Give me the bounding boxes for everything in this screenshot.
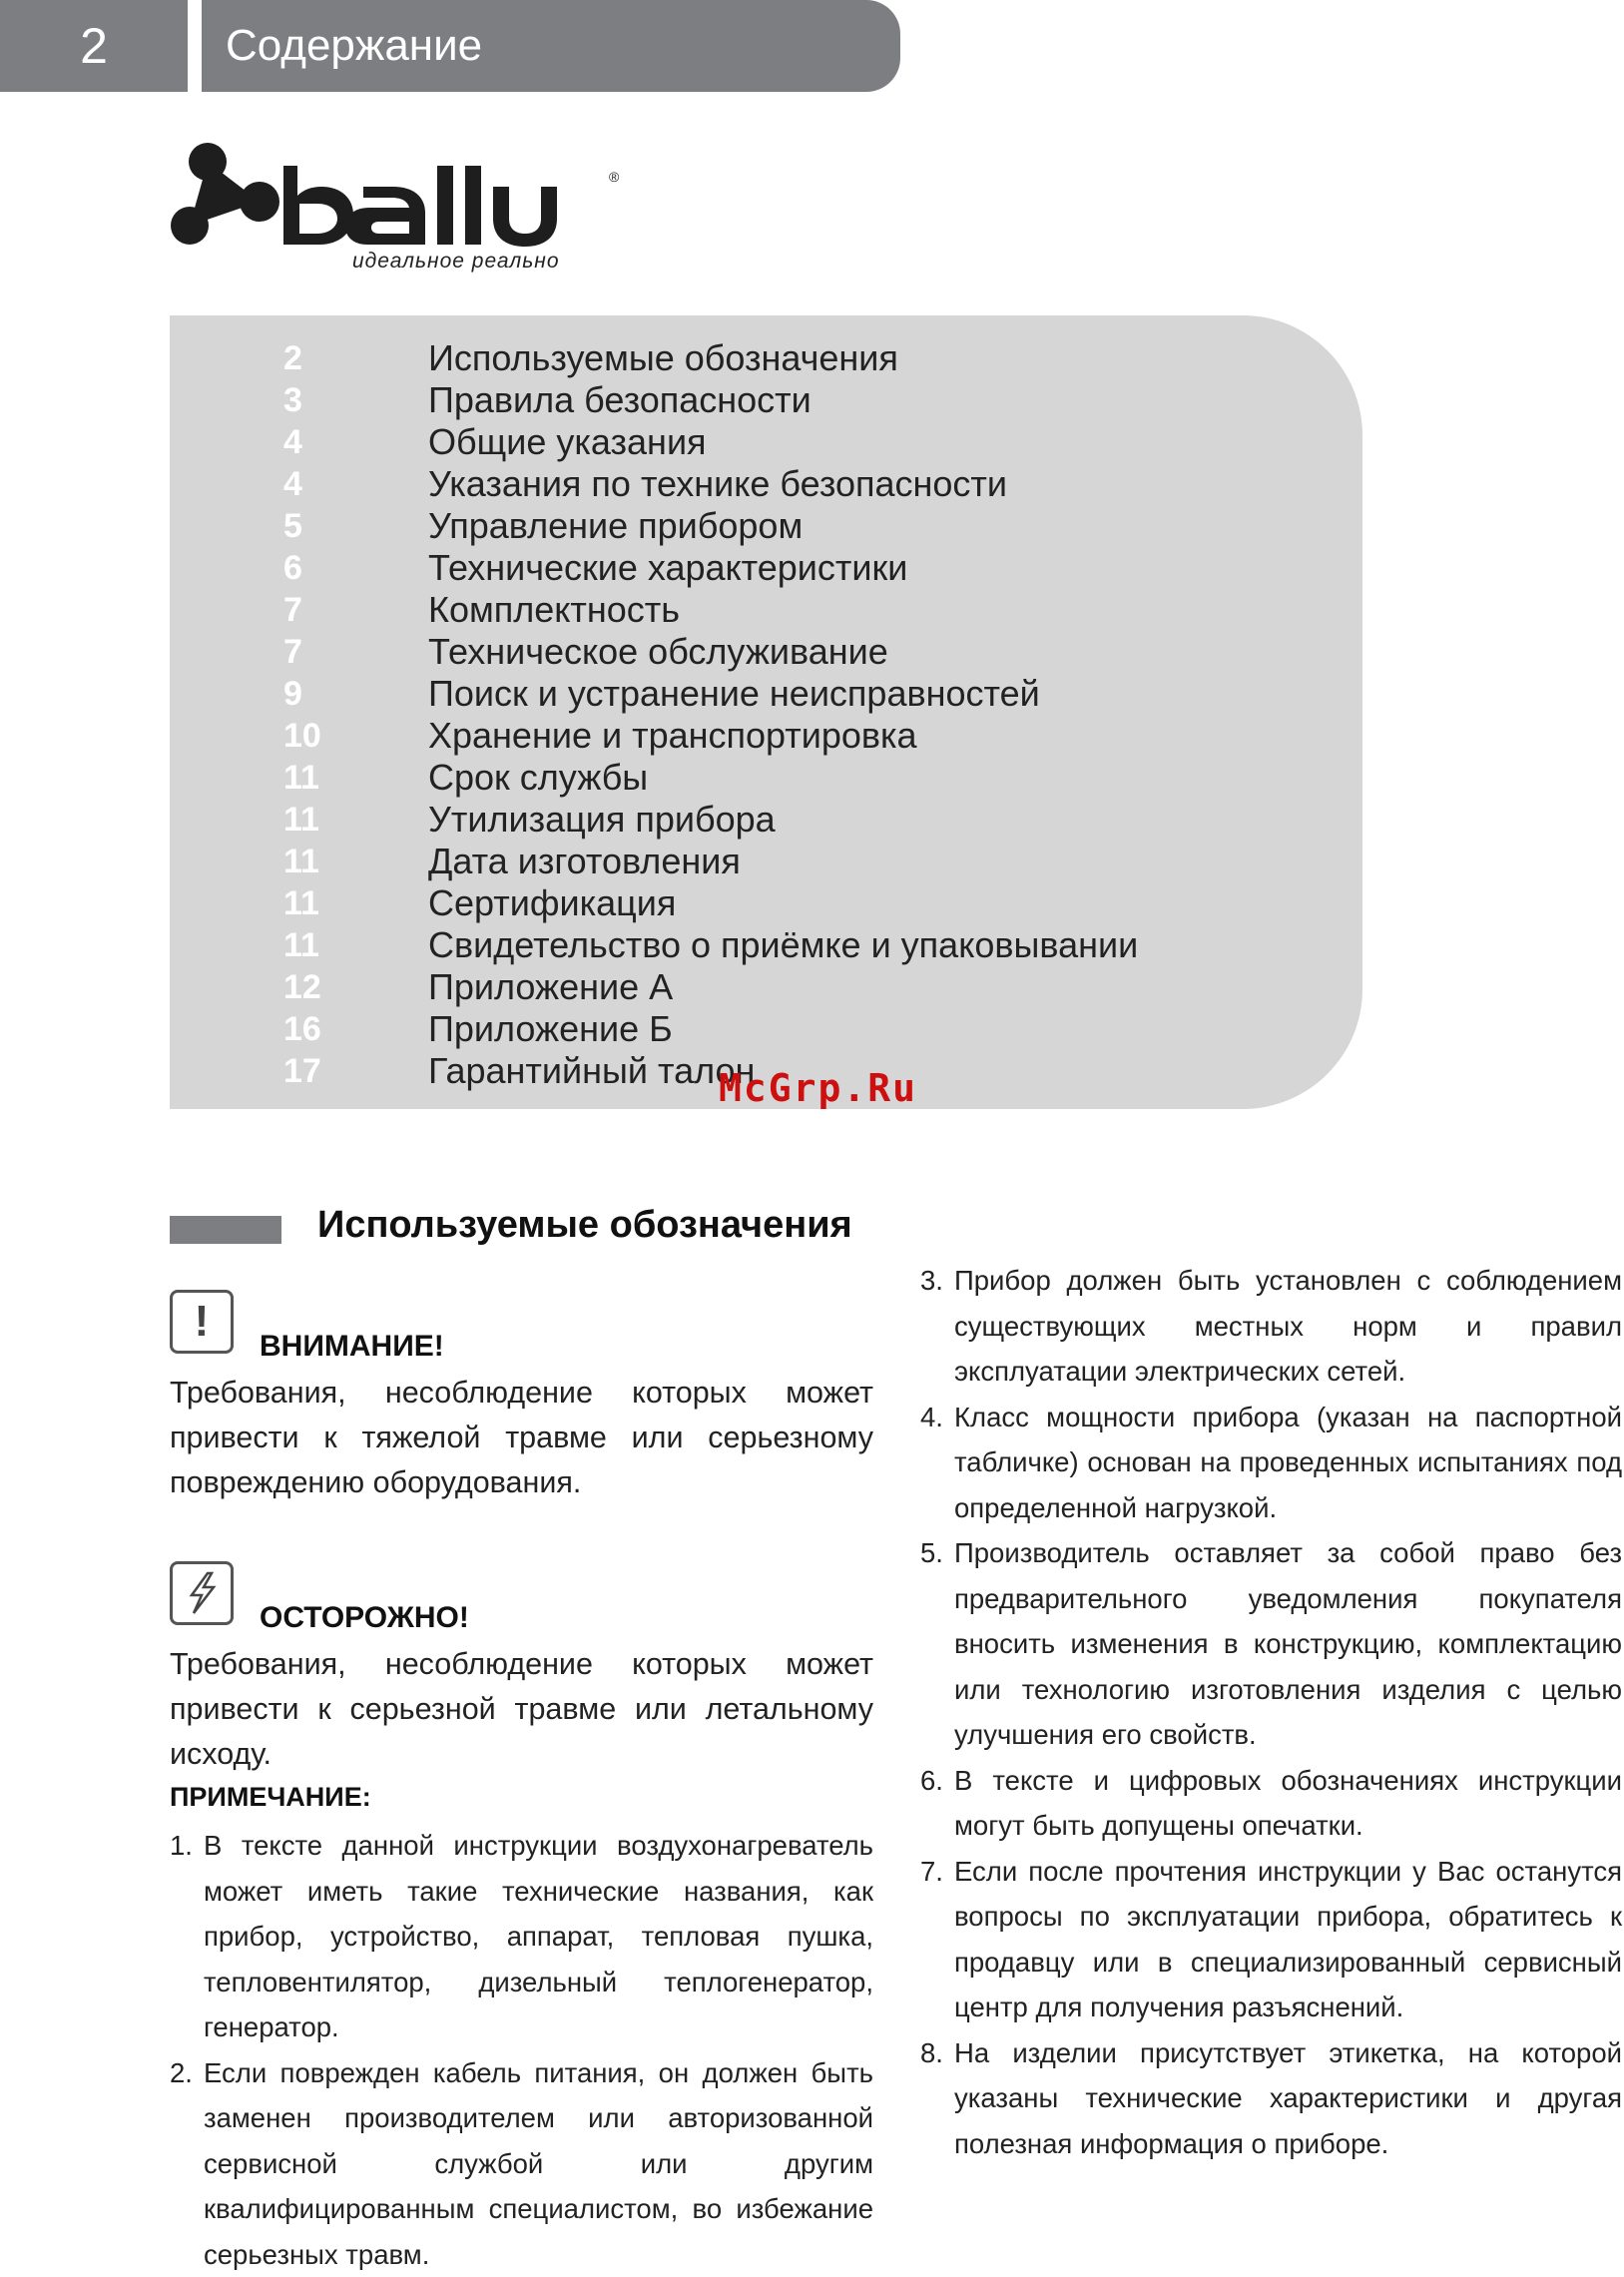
toc-label: Указания по технике безопасности bbox=[428, 463, 1007, 505]
toc-item bbox=[283, 1008, 1138, 1050]
toc-page-number: 11 bbox=[283, 926, 428, 965]
note-text: Если после прочтения инструкции у Вас останутся вопросы по эксплуатации прибора, обратитесь к продавцу или в специализированный сервисный центр для получения разъяснений. bbox=[954, 1856, 1622, 2023]
toc-label: Утилизация прибора bbox=[428, 799, 776, 841]
toc-page-number: 2 bbox=[283, 339, 428, 378]
note-item bbox=[920, 1258, 1622, 1395]
toc-label: Дата изготовления bbox=[428, 841, 741, 882]
note-number: 4. bbox=[920, 1395, 943, 1440]
note-text: В тексте и цифровых обозначениях инструкции могут быть допущены опечатки. bbox=[954, 1765, 1622, 1842]
note-text: На изделии присутствует этикетка, на которой указаны технические характеристики и другая полезная информация о приборе. bbox=[954, 2037, 1622, 2159]
note-item bbox=[170, 2050, 873, 2277]
note-number: 3. bbox=[920, 1258, 943, 1304]
notes-list-right bbox=[920, 1258, 1622, 2166]
toc-page-number: 4 bbox=[283, 423, 428, 462]
toc-label: Приложение Б bbox=[428, 1008, 673, 1050]
toc-item bbox=[283, 505, 1138, 547]
toc-item bbox=[283, 757, 1138, 799]
toc-page-number: 9 bbox=[283, 675, 428, 714]
toc-label: Техническое обслуживание bbox=[428, 631, 888, 673]
toc-item bbox=[283, 1050, 1138, 1092]
toc-page-number: 6 bbox=[283, 549, 428, 588]
note-text: Прибор должен быть установлен с соблюдением существующих местных норм и правил эксплуатации электрических сетей. bbox=[954, 1265, 1622, 1387]
toc-list bbox=[283, 337, 1138, 1092]
toc-label: Поиск и устранение неисправностей bbox=[428, 673, 1040, 715]
toc-page-number: 7 bbox=[283, 591, 428, 630]
toc-label: Управление прибором bbox=[428, 505, 803, 547]
note-title: ПРИМЕЧАНИЕ: bbox=[170, 1782, 371, 1813]
caution-text: Требования, несоблюдение которых может привести к серьезной травме или летальному исходу. bbox=[170, 1642, 873, 1777]
brand-tagline: идеальное реально bbox=[352, 250, 560, 274]
toc-item bbox=[283, 589, 1138, 631]
section-title: Используемые обозначения bbox=[317, 1204, 852, 1247]
note-number: 5. bbox=[920, 1530, 943, 1576]
toc-item bbox=[283, 337, 1138, 379]
registered-mark: ® bbox=[609, 169, 620, 185]
toc-item bbox=[283, 841, 1138, 882]
toc-item bbox=[283, 421, 1138, 463]
note-item bbox=[170, 1823, 873, 2050]
note-text: В тексте данной инструкции воздухонагреватель может иметь такие технические названия, как прибор, устройство, аппарат, тепловая пушка, тепловентилятор, дизельный теплогенератор, генератор. bbox=[204, 1830, 873, 2042]
toc-item bbox=[283, 631, 1138, 673]
toc-item bbox=[283, 966, 1138, 1008]
toc-item bbox=[283, 715, 1138, 757]
toc-page-number: 12 bbox=[283, 968, 428, 1007]
toc-item bbox=[283, 924, 1138, 966]
toc-label: Технические характеристики bbox=[428, 547, 907, 589]
toc-item bbox=[283, 673, 1138, 715]
toc-page-number: 7 bbox=[283, 633, 428, 672]
toc-item bbox=[283, 379, 1138, 421]
toc-item bbox=[283, 882, 1138, 924]
note-item bbox=[920, 1530, 1622, 1758]
toc-item bbox=[283, 799, 1138, 841]
toc-page-number: 3 bbox=[283, 381, 428, 420]
note-number: 7. bbox=[920, 1849, 943, 1895]
note-number: 8. bbox=[920, 2030, 943, 2076]
notes-list-left bbox=[170, 1823, 873, 2277]
toc-item bbox=[283, 547, 1138, 589]
lightning-icon bbox=[170, 1561, 234, 1625]
toc-page-number: 5 bbox=[283, 507, 428, 546]
note-number: 2. bbox=[170, 2050, 193, 2096]
watermark: McGrp.Ru bbox=[719, 1066, 917, 1110]
toc-label: Общие указания bbox=[428, 421, 707, 463]
toc-label: Правила безопасности bbox=[428, 379, 812, 421]
note-text: Производитель оставляет за собой право без предварительного уведомления покупателя вносить изменения в конструкцию, комплектацию или технологию изготовления изделия с целью улучшения его свойств. bbox=[954, 1537, 1622, 1750]
attention-title: ВНИМАНИЕ! bbox=[260, 1330, 444, 1364]
toc-page-number: 10 bbox=[283, 717, 428, 756]
toc-page-number: 11 bbox=[283, 843, 428, 881]
toc-label: Используемые обозначения bbox=[428, 337, 898, 379]
toc-label: Свидетельство о приёмке и упаковывании bbox=[428, 924, 1138, 966]
note-number: 6. bbox=[920, 1758, 943, 1804]
toc-label: Гарантийный талон bbox=[428, 1050, 755, 1092]
toc-label: Комплектность bbox=[428, 589, 680, 631]
toc-item bbox=[283, 463, 1138, 505]
page-title: Содержание bbox=[202, 0, 900, 92]
toc-label: Хранение и транспортировка bbox=[428, 715, 917, 757]
note-item bbox=[920, 1758, 1622, 1849]
toc-page-number: 11 bbox=[283, 759, 428, 798]
note-text: Если поврежден кабель питания, он должен быть заменен производителем или авторизованной сервисной службой или другим квалифицированным специалистом, во избежание серьезных травм. bbox=[204, 2057, 873, 2270]
note-number: 1. bbox=[170, 1823, 193, 1869]
page-number: 2 bbox=[0, 0, 188, 92]
toc-page-number: 11 bbox=[283, 801, 428, 840]
note-text: Класс мощности прибора (указан на паспортной табличке) основан на проведенных испытаниях под определенной нагрузкой. bbox=[954, 1402, 1622, 1523]
toc-page-number: 4 bbox=[283, 465, 428, 504]
toc-label: Приложение А bbox=[428, 966, 673, 1008]
toc-page-number: 17 bbox=[283, 1052, 428, 1091]
note-item bbox=[920, 1395, 1622, 1531]
exclamation-icon: ! bbox=[170, 1290, 234, 1354]
attention-text: Требования, несоблюдение которых может привести к тяжелой травме или серьезному повреждению оборудования. bbox=[170, 1371, 873, 1505]
section-marker bbox=[170, 1216, 281, 1244]
caution-title: ОСТОРОЖНО! bbox=[260, 1601, 469, 1635]
note-item bbox=[920, 1849, 1622, 2030]
toc-page-number: 11 bbox=[283, 884, 428, 923]
toc-page-number: 16 bbox=[283, 1010, 428, 1049]
note-item bbox=[920, 2030, 1622, 2167]
toc-label: Срок службы bbox=[428, 757, 648, 799]
toc-label: Сертификация bbox=[428, 882, 676, 924]
